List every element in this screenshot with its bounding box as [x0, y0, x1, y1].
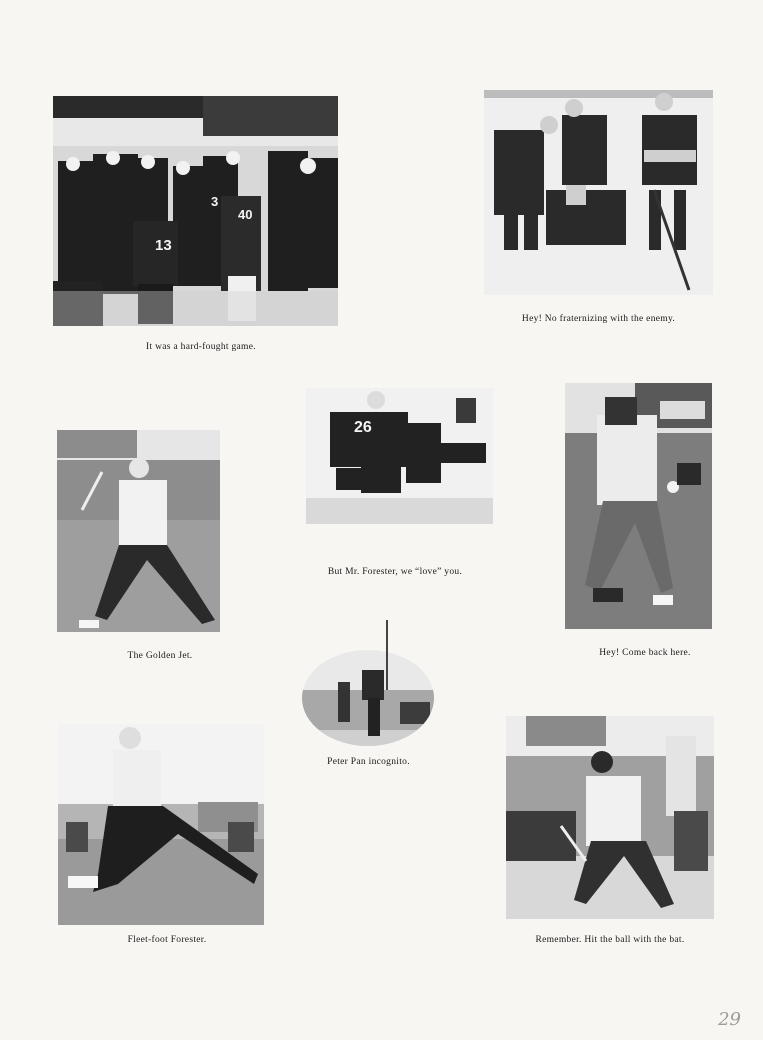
photo-hockey-fraternizing: [484, 90, 713, 295]
jersey-number: 40: [238, 207, 253, 222]
photo-golden-jet: [57, 430, 220, 632]
photo-peter-pan: [302, 620, 435, 748]
jersey-number: 13: [155, 237, 172, 254]
caption-remember-bat: Remember. Hit the ball with the bat.: [535, 935, 685, 945]
jersey-number: 26: [354, 419, 372, 436]
page-number: 29: [718, 1009, 741, 1030]
caption-come-back-here: Hey! Come back here.: [599, 648, 691, 658]
caption-peter-pan: Peter Pan incognito.: [327, 757, 410, 767]
caption-golden-jet: The Golden Jet.: [127, 651, 193, 661]
caption-hockey-huddle: It was a hard-fought game.: [146, 342, 256, 352]
jersey-number: 3: [211, 194, 219, 209]
photo-remember-bat: [506, 716, 714, 919]
photo-hockey-pileup: [306, 388, 493, 524]
photo-come-back-here: [565, 383, 712, 629]
caption-hockey-pileup: But Mr. Forester, we “love” you.: [327, 567, 463, 577]
caption-fleet-foot: Fleet-foot Forester.: [127, 935, 207, 945]
photo-fleet-foot: [58, 724, 264, 925]
photo-hockey-huddle: [53, 96, 338, 326]
caption-hockey-fraternizing: Hey! No fraternizing with the enemy.: [521, 314, 676, 324]
